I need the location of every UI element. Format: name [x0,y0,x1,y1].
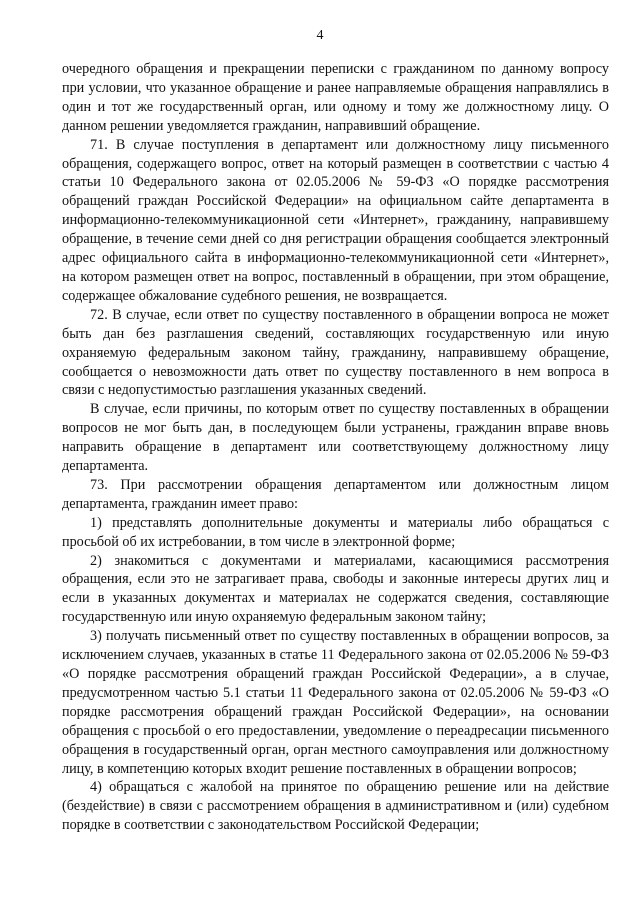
paragraph-73-item-2: 2) знакомиться с документами и материалами, касающимися рассмотрения обращения, если это не затрагивает права, свободы и законные интересы других лиц и если в указанных документах и материалах не содержатся сведения, составляющие государственную или иную охраняемую федеральным законом тайну; [62,552,609,626]
paragraph-continuation: очередного обращения и прекращении переписки с гражданином по данному вопросу при условии, что указанное обращение и ранее направляемые обращения направлялись в один и тот же государственный орган, или одному и тому же должностному лицу. О данном решении уведомляется гражданин, направивший обращение. [62,61,609,134]
paragraph-73-item-4: 4) обращаться с жалобой на принятое по обращению решение или на действие (бездействие) в связи с рассмотрением обращения в административном и (или) судебном порядке в соответствии с законодательством Российской Федерации; [62,779,609,834]
document-body [62,60,609,835]
paragraph-73-item-3: 3) получать письменный ответ по существу поставленных в обращении вопросов, за исключением случаев, указанных в статье 11 Федерального закона от 02.05.2006 № 59-ФЗ «О порядке рассмотрения обращений граждан Российской Федерации», а в случае, предусмотренном частью 5.1 статьи 11 Федерального закона от 02.05.2006 № 59-ФЗ «О порядке рассмотрения обращений граждан Российской Федерации», на основании обращения с просьбой о его предоставлении, уведомление о переадресации письменного обращения в государственный орган, орган местного самоуправления или должностному лицу, в компетенцию которых входит решение поставленных в обращении вопросов; [62,628,609,777]
paragraph-72: 72. В случае, если ответ по существу поставленного в обращении вопроса не может быть дан без разглашения сведений, составляющих государственную или иную охраняемую федеральным законом тайну, гражданину, направившему обращение, сообщается о невозможности дать ответ по существу поставленного в нем вопроса в связи с недопустимостью разглашения указанных сведений. [62,306,609,399]
page-number: 4 [316,28,324,43]
paragraph-73-item-1: 1) представлять дополнительные документы и материалы либо обращаться с просьбой об их истребовании, в том числе в электронной форме; [62,514,609,550]
paragraph-73: 73. При рассмотрении обращения департаментом или должностным лицом департамента, гражданин имеет право: [62,476,609,512]
paragraph-72-continued: В случае, если причины, по которым ответ по существу поставленных в обращении вопросов не мог быть дан, в последующем были устранены, гражданин вправе вновь направить обращение в департамент или соответствующему должностному лицу департамента. [62,401,609,475]
paragraph-71: 71. В случае поступления в департамент или должностному лицу письменного обращения, содержащего вопрос, ответ на который размещен в соответствии с частью 4 статьи 10 Федерального закона от 02.05.2006 № 59-ФЗ «О порядке рассмотрения обращений граждан Российской Федерации» на официальном сайте департамента в информационно-телекоммуникационной сети «Интернет», гражданину, направившему обращение, в течение семи дней со дня регистрации обращения сообщается электронный адрес официального сайта в информационно-телекоммуникационной сети «Интернет», на котором размещен ответ на вопрос, поставленный в обращении, при этом обращение, содержащее обжалование судебного решения, не возвращается. [62,136,609,304]
